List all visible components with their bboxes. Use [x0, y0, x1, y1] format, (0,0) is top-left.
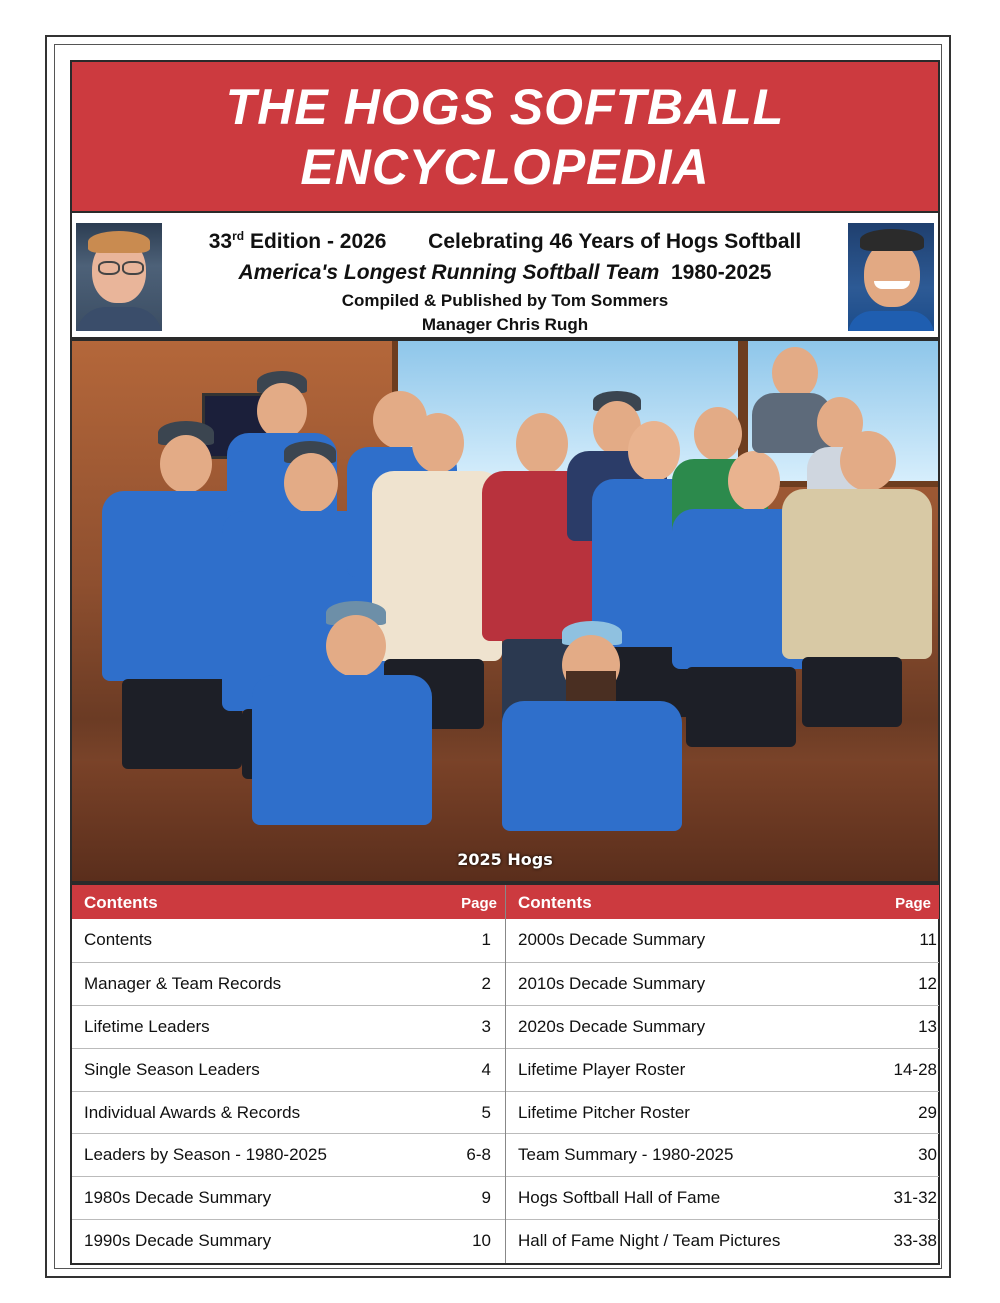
entry-title: 2020s Decade Summary — [518, 1016, 706, 1036]
photo-caption: 2025 Hogs — [457, 850, 553, 869]
entry-title: Lifetime Pitcher Roster — [518, 1102, 690, 1122]
entry-title: Single Season Leaders — [84, 1059, 260, 1079]
page-heading: Page — [461, 895, 497, 912]
entry-title: Leaders by Season - 1980-2025 — [84, 1145, 327, 1165]
entry-page: 1 — [481, 930, 491, 949]
title-line-1: THE HOGS SOFTBALL — [225, 78, 785, 135]
contents-row — [72, 919, 505, 962]
contents-row — [506, 1176, 939, 1219]
edition-line — [172, 221, 838, 257]
contents-row — [506, 1091, 939, 1134]
entry-page: 13 — [918, 1016, 937, 1036]
contents-row — [506, 1048, 939, 1091]
entry-page: 6-8 — [466, 1145, 491, 1165]
title-banner — [70, 60, 940, 213]
edition-suffix: rd — [232, 229, 245, 243]
contents-table — [70, 883, 940, 1265]
entry-title: Hogs Softball Hall of Fame — [518, 1188, 721, 1208]
contents-row — [72, 1048, 505, 1091]
entry-title: 1990s Decade Summary — [84, 1231, 272, 1251]
entry-title: Lifetime Leaders — [84, 1016, 210, 1036]
page-frame-inner — [54, 44, 942, 1269]
tagline-text: America's Longest Running Softball Team — [238, 261, 660, 284]
manager-line: Manager Chris Rugh — [421, 315, 589, 334]
entry-title: 1980s Decade Summary — [84, 1188, 272, 1208]
entry-page: 2 — [481, 973, 491, 993]
entry-title: 2010s Decade Summary — [518, 973, 706, 993]
team-photo — [70, 339, 940, 883]
entry-page: 30 — [918, 1145, 937, 1165]
title-line-2: ENCYCLOPEDIA — [300, 138, 710, 195]
entry-page: 4 — [481, 1059, 491, 1079]
contents-row — [72, 1005, 505, 1048]
entry-page: 11 — [919, 930, 937, 949]
edition-text: Edition - 2026 — [249, 230, 387, 253]
entry-title: Manager & Team Records — [84, 973, 282, 993]
entry-page: 3 — [481, 1016, 491, 1036]
entry-page: 33-38 — [893, 1231, 937, 1251]
contents-row — [72, 1091, 505, 1134]
contents-row — [72, 962, 505, 1005]
contents-rows-right — [506, 919, 939, 1262]
contents-rows-left — [72, 919, 505, 1262]
entry-page: 10 — [472, 1231, 491, 1251]
tagline-line — [172, 257, 838, 289]
years-text: 1980-2025 — [671, 261, 772, 284]
contents-header-left — [72, 885, 505, 919]
edition-info — [172, 221, 838, 337]
entry-page: 5 — [481, 1102, 491, 1122]
entry-page: 14-28 — [893, 1059, 937, 1079]
entry-title: Contents — [84, 930, 153, 949]
contents-row — [72, 1176, 505, 1219]
contents-row — [72, 1133, 505, 1176]
contents-column-left — [72, 885, 506, 1263]
contents-row — [506, 919, 939, 962]
contents-heading: Contents — [84, 893, 158, 912]
entry-page: 29 — [918, 1102, 937, 1122]
manager-portrait — [848, 223, 934, 331]
compiler-portrait — [76, 223, 162, 331]
entry-title: Individual Awards & Records — [84, 1102, 301, 1122]
contents-heading: Contents — [518, 893, 592, 912]
page-heading: Page — [895, 895, 931, 912]
entry-page: 31-32 — [893, 1188, 937, 1208]
entry-title: Lifetime Player Roster — [518, 1059, 686, 1079]
entry-title: 2000s Decade Summary — [518, 930, 706, 949]
edition-number: 33 — [208, 230, 233, 253]
info-panel — [70, 211, 940, 339]
compiled-by: Compiled & Published by Tom Sommers — [341, 291, 669, 310]
contents-header-right — [506, 885, 939, 919]
contents-row — [506, 1219, 939, 1262]
contents-row — [506, 962, 939, 1005]
entry-title: Hall of Fame Night / Team Pictures — [518, 1231, 781, 1251]
entry-page: 12 — [918, 973, 937, 993]
contents-row — [506, 1005, 939, 1048]
entry-page: 9 — [481, 1188, 491, 1208]
contents-column-right — [506, 885, 939, 1263]
celebrating-text: Celebrating 46 Years of Hogs Softball — [428, 230, 802, 253]
contents-row — [72, 1219, 505, 1262]
entry-title: Team Summary - 1980-2025 — [518, 1145, 734, 1165]
page-frame — [45, 35, 951, 1278]
contents-row — [506, 1133, 939, 1176]
